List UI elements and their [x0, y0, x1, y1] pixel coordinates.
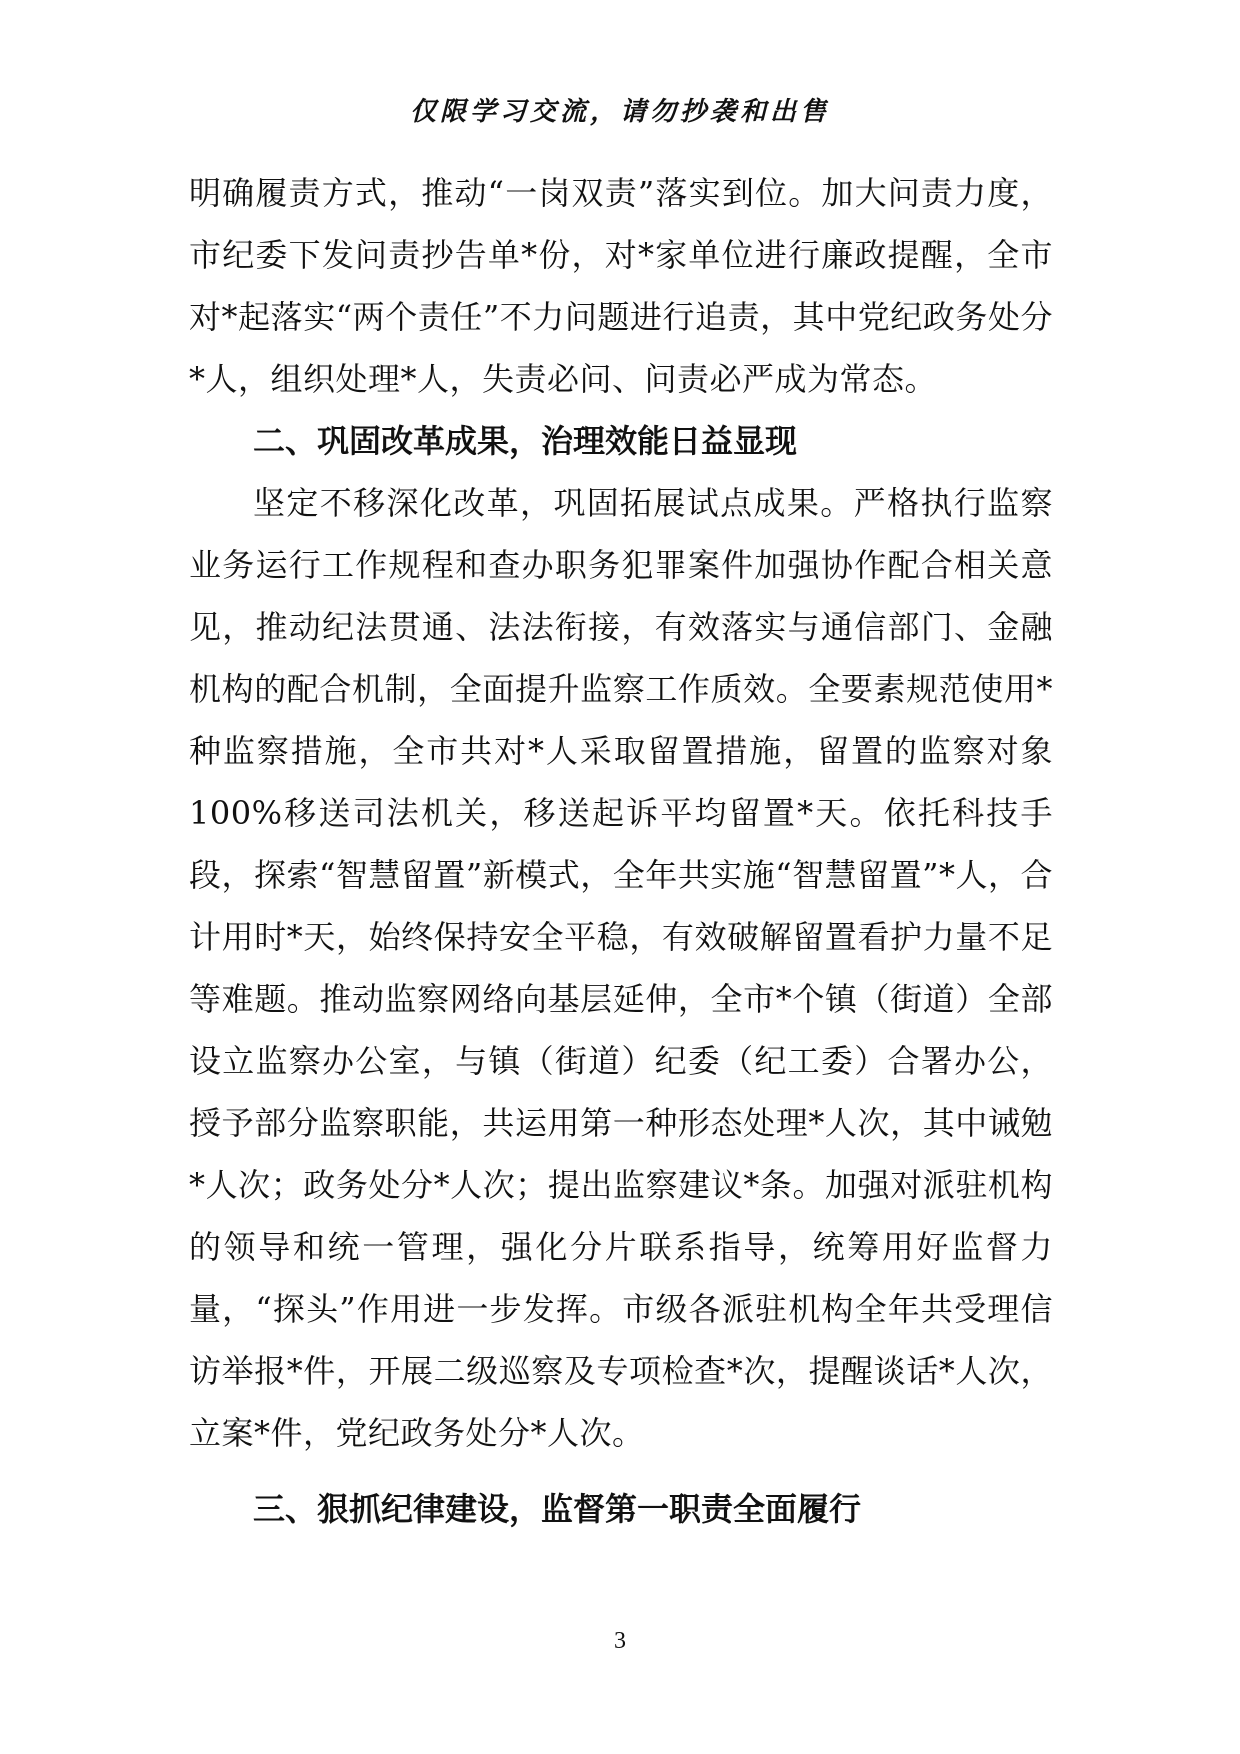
- section-heading-3: 三、狠抓纪律建设，监督第一职责全面履行: [253, 1490, 862, 1528]
- paragraph-accountability: 明确履责方式，推动“一岗双责”落实到位。加大问责力度，市纪委下发问责抄告单*份，对*家单位进行廉政提醒，全市对*起落实“两个责任”不力问题进行追责，其中党纪政务处分*人，组织处理*人，失责必问、问责必严成为常态。: [189, 174, 1053, 398]
- page-header-notice: 仅限学习交流，请勿抄袭和出售: [409, 97, 830, 127]
- section-heading-2: 二、巩固改革成果，治理效能日益显现: [253, 422, 798, 460]
- document-body: [189, 162, 1053, 1540]
- paragraph-reform: 坚定不移深化改革，巩固拓展试点成果。严格执行监察业务运行工作规程和查办职务犯罪案件加强协作配合相关意见，推动纪法贯通、法法衔接，有效落实与通信部门、金融机构的配合机制，全面提升监察工作质效。全要素规范使用*种监察措施，全市共对*人采取留置措施，留置的监察对象100%移送司法机关，移送起诉平均留置*天。依托科技手段，探索“智慧留置”新模式，全年共实施“智慧留置”*人，合计用时*天，始终保持安全平稳，有效破解留置看护力量不足等难题。推动监察网络向基层延伸，全市*个镇（街道）全部设立监察办公室，与镇（街道）纪委（纪工委）合署办公，授予部分监察职能，共运用第一种形态处理*人次，其中诫勉*人次；政务处分*人次；提出监察建议*条。加强对派驻机构的领导和统一管理，强化分片联系指导，统筹用好监督力量，“探头”作用进一步发挥。市级各派驻机构全年共受理信访举报*件，开展二级巡察及专项检查*次，提醒谈话*人次，立案*件，党纪政务处分*人次。: [189, 484, 1053, 1452]
- page-number: 3: [614, 1628, 626, 1654]
